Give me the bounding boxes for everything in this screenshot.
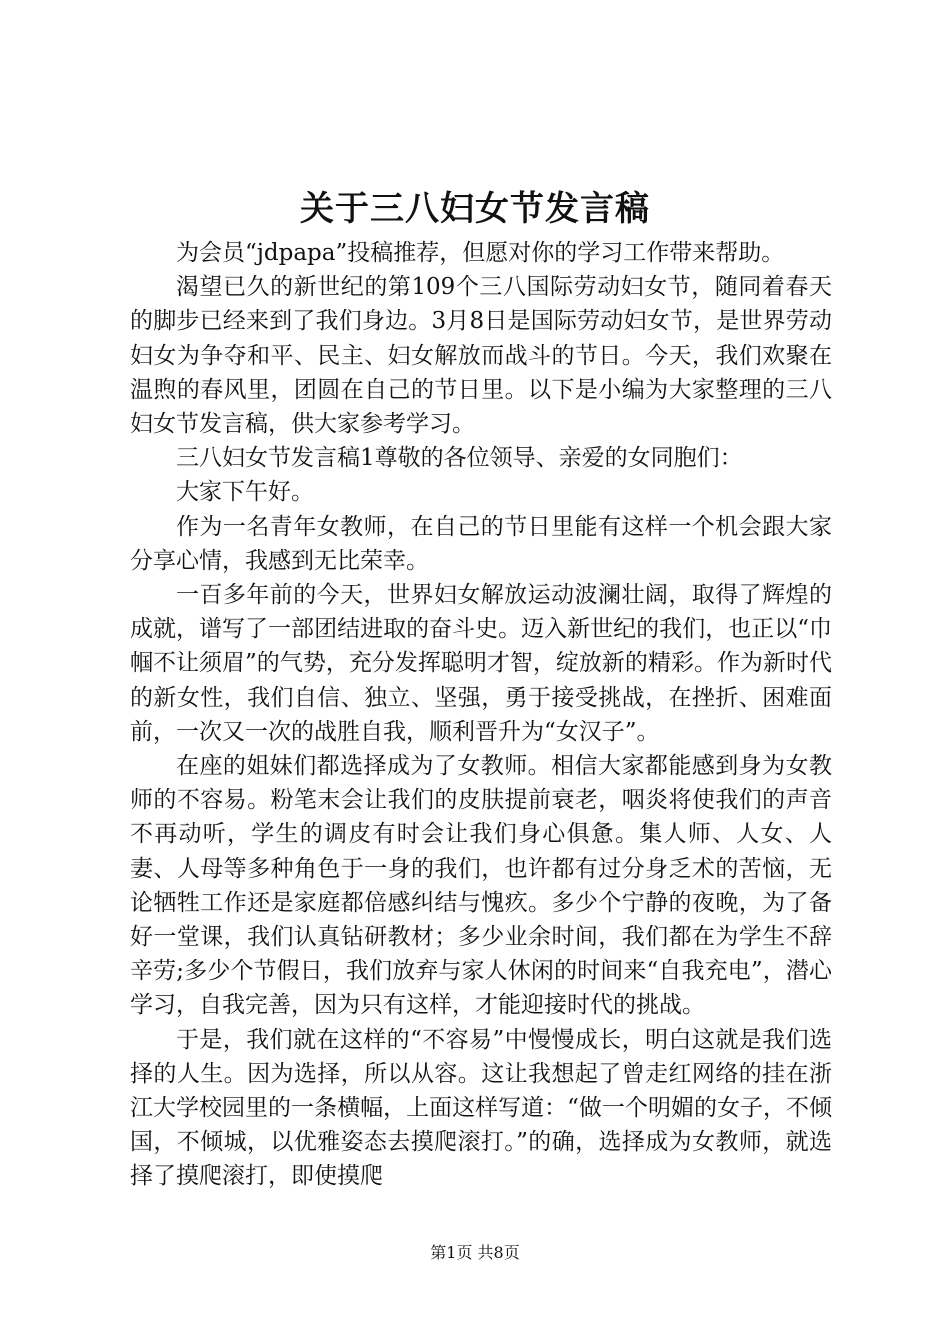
paragraph-greeting: 大家下午好。 (176, 479, 314, 506)
paragraph-honor: 作为一名青年女教师，在自己的节日里能有这样一个机会跟大家分享心情，我感到无比荣幸。 (130, 513, 832, 574)
document-body (130, 236, 832, 1194)
paragraph-womens-day: 渴望已久的新世纪的第109个三八国际劳动妇女节，随同着春天的脚步已经来到了我们身边。3月8日是国际劳动妇女节，是世界劳动妇女为争夺和平、民主、妇女解放而战斗的节日。今天，我们欢聚在温煦的春风里，团圆在自己的节日里。以下是小编为大家整理的三八妇女节发言稿，供大家参考学习。 (130, 274, 832, 438)
document-title: 关于三八妇女节发言稿 (300, 189, 650, 229)
page-number-footer: 第1页 共8页 (430, 1243, 520, 1262)
paragraph-history: 一百多年前的今天，世界妇女解放运动波澜壮阔，取得了辉煌的成就，谱写了一部团结进取的奋斗史。迈入新世纪的我们，也正以“巾帼不让须眉”的气势，充分发挥聪明才智，绽放新的精彩。作为新时代的新女性，我们自信、独立、坚强，勇于接受挑战，在挫折、困难面前，一次又一次的战胜自我，顺利晋升为“女汉子”。 (130, 582, 832, 745)
paragraph-growth: 于是，我们就在这样的“不容易”中慢慢成长，明白这就是我们选择的人生。因为选择，所以从容。这让我想起了曾走红网络的挂在浙江大学校园里的一条横幅，上面这样写道：“做一个明媚的女子，不倾国，不倾城，以优雅姿态去摸爬滚打。”的确，选择成为女教师，就选择了摸爬滚打，即使摸爬 (130, 1026, 832, 1190)
paragraph-salutation: 三八妇女节发言稿1尊敬的各位领导、亲爱的女同胞们： (176, 445, 743, 472)
paragraph-teachers: 在座的姐妹们都选择成为了女教师。相信大家都能感到身为女教师的不容易。粉笔末会让我们的皮肤提前衰老，咽炎将使我们的声音不再动听，学生的调皮有时会让我们身心俱惫。集人师、人女、人妻、人母等多种角色于一身的我们，也许都有过分身乏术的苦恼，无论牺牲工作还是家庭都倍感纠结与愧疚。多少个宁静的夜晚，为了备好一堂课，我们认真钻研教材；多少业余时间，我们都在为学生不辞辛劳;多少个节假日，我们放弃与家人休闲的时间来“自我充电”，潜心学习，自我完善，因为只有这样，才能迎接时代的挑战。 (130, 753, 832, 1019)
paragraph-intro: 为会员“jdpapa”投稿推荐，但愿对你的学习工作带来帮助。 (176, 240, 785, 266)
